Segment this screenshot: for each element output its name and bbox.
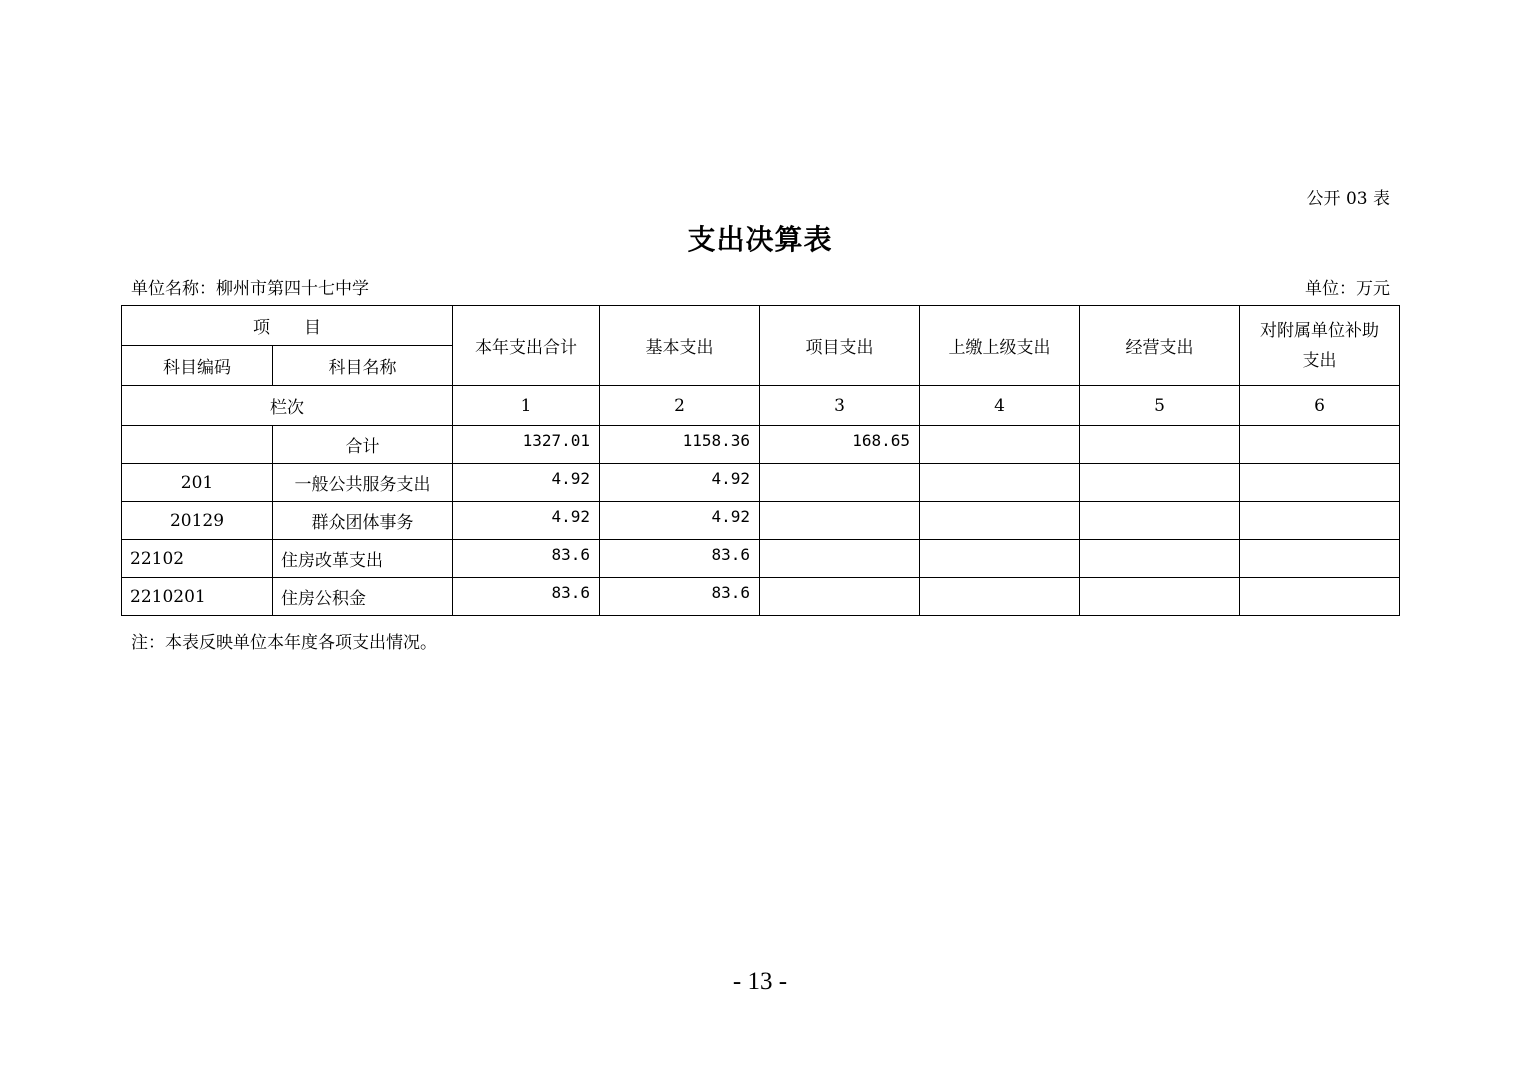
header-subsidy: 对附属单位补助支出: [1240, 306, 1400, 386]
header-total: 本年支出合计: [453, 306, 600, 386]
col-number: 4: [920, 386, 1080, 426]
cell-basic: 83.6: [600, 540, 760, 578]
header-name: 科目名称: [273, 346, 453, 386]
cell-project: [760, 540, 920, 578]
cell-project: [760, 502, 920, 540]
cell-remit: [920, 578, 1080, 616]
table-row: [122, 578, 1400, 616]
cell-business: [1080, 502, 1240, 540]
cell-subsidy: [1240, 540, 1400, 578]
cell-project: [760, 578, 920, 616]
header-business: 经营支出: [1080, 306, 1240, 386]
cell-total: 83.6: [453, 578, 600, 616]
header-item: 项 目: [122, 306, 453, 346]
col-number: 2: [600, 386, 760, 426]
cell-remit: [920, 540, 1080, 578]
cell-remit: [920, 502, 1080, 540]
form-number: 公开 03 表: [1306, 189, 1390, 209]
header-remit: 上缴上级支出: [920, 306, 1080, 386]
cell-total: 1327.01: [453, 426, 600, 464]
expenditure-table: [121, 305, 1400, 616]
table-row: [122, 540, 1400, 578]
cell-remit: [920, 464, 1080, 502]
cell-name: 住房公积金: [273, 578, 453, 616]
col-number: 1: [453, 386, 600, 426]
header-project: 项目支出: [760, 306, 920, 386]
cell-basic: 4.92: [600, 464, 760, 502]
cell-basic: 4.92: [600, 502, 760, 540]
cell-business: [1080, 578, 1240, 616]
cell-code: 22102: [122, 540, 273, 578]
cell-subsidy: [1240, 578, 1400, 616]
col-number: 5: [1080, 386, 1240, 426]
cell-name: 住房改革支出: [273, 540, 453, 578]
cell-project: [760, 464, 920, 502]
cell-total: 4.92: [453, 464, 600, 502]
table-row: [122, 502, 1400, 540]
cell-total: 4.92: [453, 502, 600, 540]
cell-name: 一般公共服务支出: [273, 464, 453, 502]
table-note: 注：本表反映单位本年度各项支出情况。: [131, 633, 437, 653]
cell-code: 201: [122, 464, 273, 502]
cell-subsidy: [1240, 464, 1400, 502]
table-row: [122, 426, 1400, 464]
cell-total: 83.6: [453, 540, 600, 578]
currency-unit: 单位：万元: [1305, 279, 1390, 299]
page-number: - 13 -: [732, 968, 788, 995]
cell-subsidy: [1240, 426, 1400, 464]
cell-project: 168.65: [760, 426, 920, 464]
table-row: [122, 464, 1400, 502]
unit-name: 单位名称：柳州市第四十七中学: [131, 279, 369, 299]
cell-subsidy: [1240, 502, 1400, 540]
col-number: 3: [760, 386, 920, 426]
cell-code: 2210201: [122, 578, 273, 616]
cell-name: 群众团体事务: [273, 502, 453, 540]
header-code: 科目编码: [122, 346, 273, 386]
cell-remit: [920, 426, 1080, 464]
col-number: 6: [1240, 386, 1400, 426]
cell-basic: 1158.36: [600, 426, 760, 464]
cell-basic: 83.6: [600, 578, 760, 616]
cell-code: [122, 426, 273, 464]
page-title: 支出决算表: [687, 223, 833, 256]
header-basic: 基本支出: [600, 306, 760, 386]
cell-business: [1080, 464, 1240, 502]
cell-name: 合计: [273, 426, 453, 464]
cell-business: [1080, 426, 1240, 464]
cell-code: 20129: [122, 502, 273, 540]
header-column-no: 栏次: [122, 386, 453, 426]
cell-business: [1080, 540, 1240, 578]
